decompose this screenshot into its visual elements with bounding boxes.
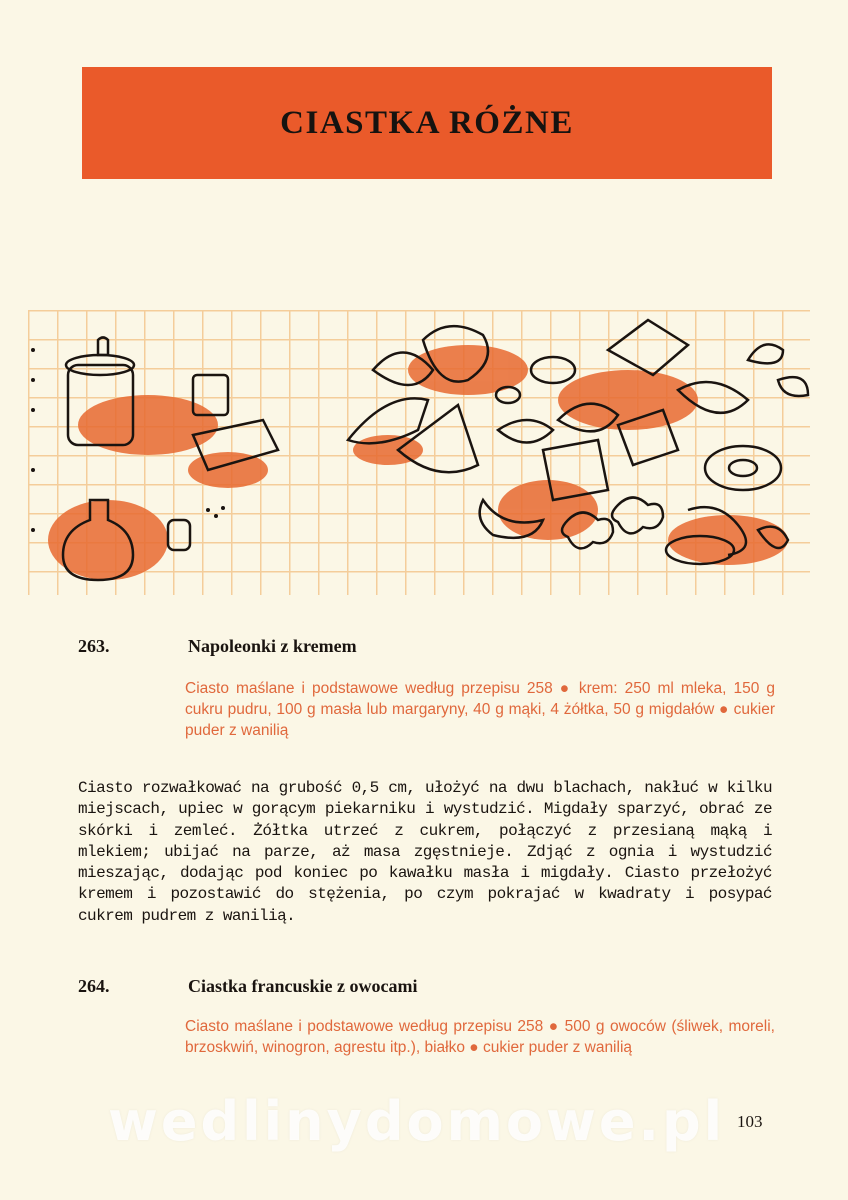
recipe-number: 264. bbox=[78, 976, 110, 996]
recipe-263-ingredients: Ciasto maślane i podstawowe według przepisu 258 ● krem: 250 ml mleka, 150 g cukru pudru, 100 g masła lub margaryny, 40 g mąki, 4 żółtka, 50 g migdałów ● cukier puder z wanilią bbox=[185, 680, 775, 739]
pastries-illustration bbox=[28, 310, 810, 595]
chapter-title-banner bbox=[82, 67, 772, 179]
recipe-title: Ciastka francuskie z owocami bbox=[188, 976, 418, 996]
recipe-title: Napoleonki z kremem bbox=[188, 636, 357, 656]
watermark: wedlinydomowe.pl bbox=[108, 1090, 726, 1153]
recipe-number: 263. bbox=[78, 636, 110, 656]
recipe-264-ingredients: Ciasto maślane i podstawowe według przepisu 258 ● 500 g owoców (śliwek, moreli, brzoskwiń, winogron, agrestu itp.), białko ● cukier puder z wanilią bbox=[185, 1018, 775, 1056]
chapter-title: CIASTKA RÓŻNE bbox=[280, 104, 574, 141]
page-number: 103 bbox=[737, 1112, 763, 1131]
recipe-263-method: Ciasto rozwałkować na grubość 0,5 cm, ułożyć na dwu blachach, nakłuć w kilku miejscach, upiec w gorącym piekarniku i wystudzić. Migdały sparzyć, obrać ze skórki i zemleć. Żółtka utrzeć z cukrem, połączyć z przesianą mąką i mlekiem; ubijać na parze, aż masa zgęstnieje. Zdjąć z ognia i wystudzić mieszając, dodając pod koniec po kawałku masła i migdały. Ciasto przełożyć kremem i pozostawić do stężenia, po czym pokrajać w kwadraty i posypać cukrem pudrem z wanilią. bbox=[78, 779, 772, 925]
